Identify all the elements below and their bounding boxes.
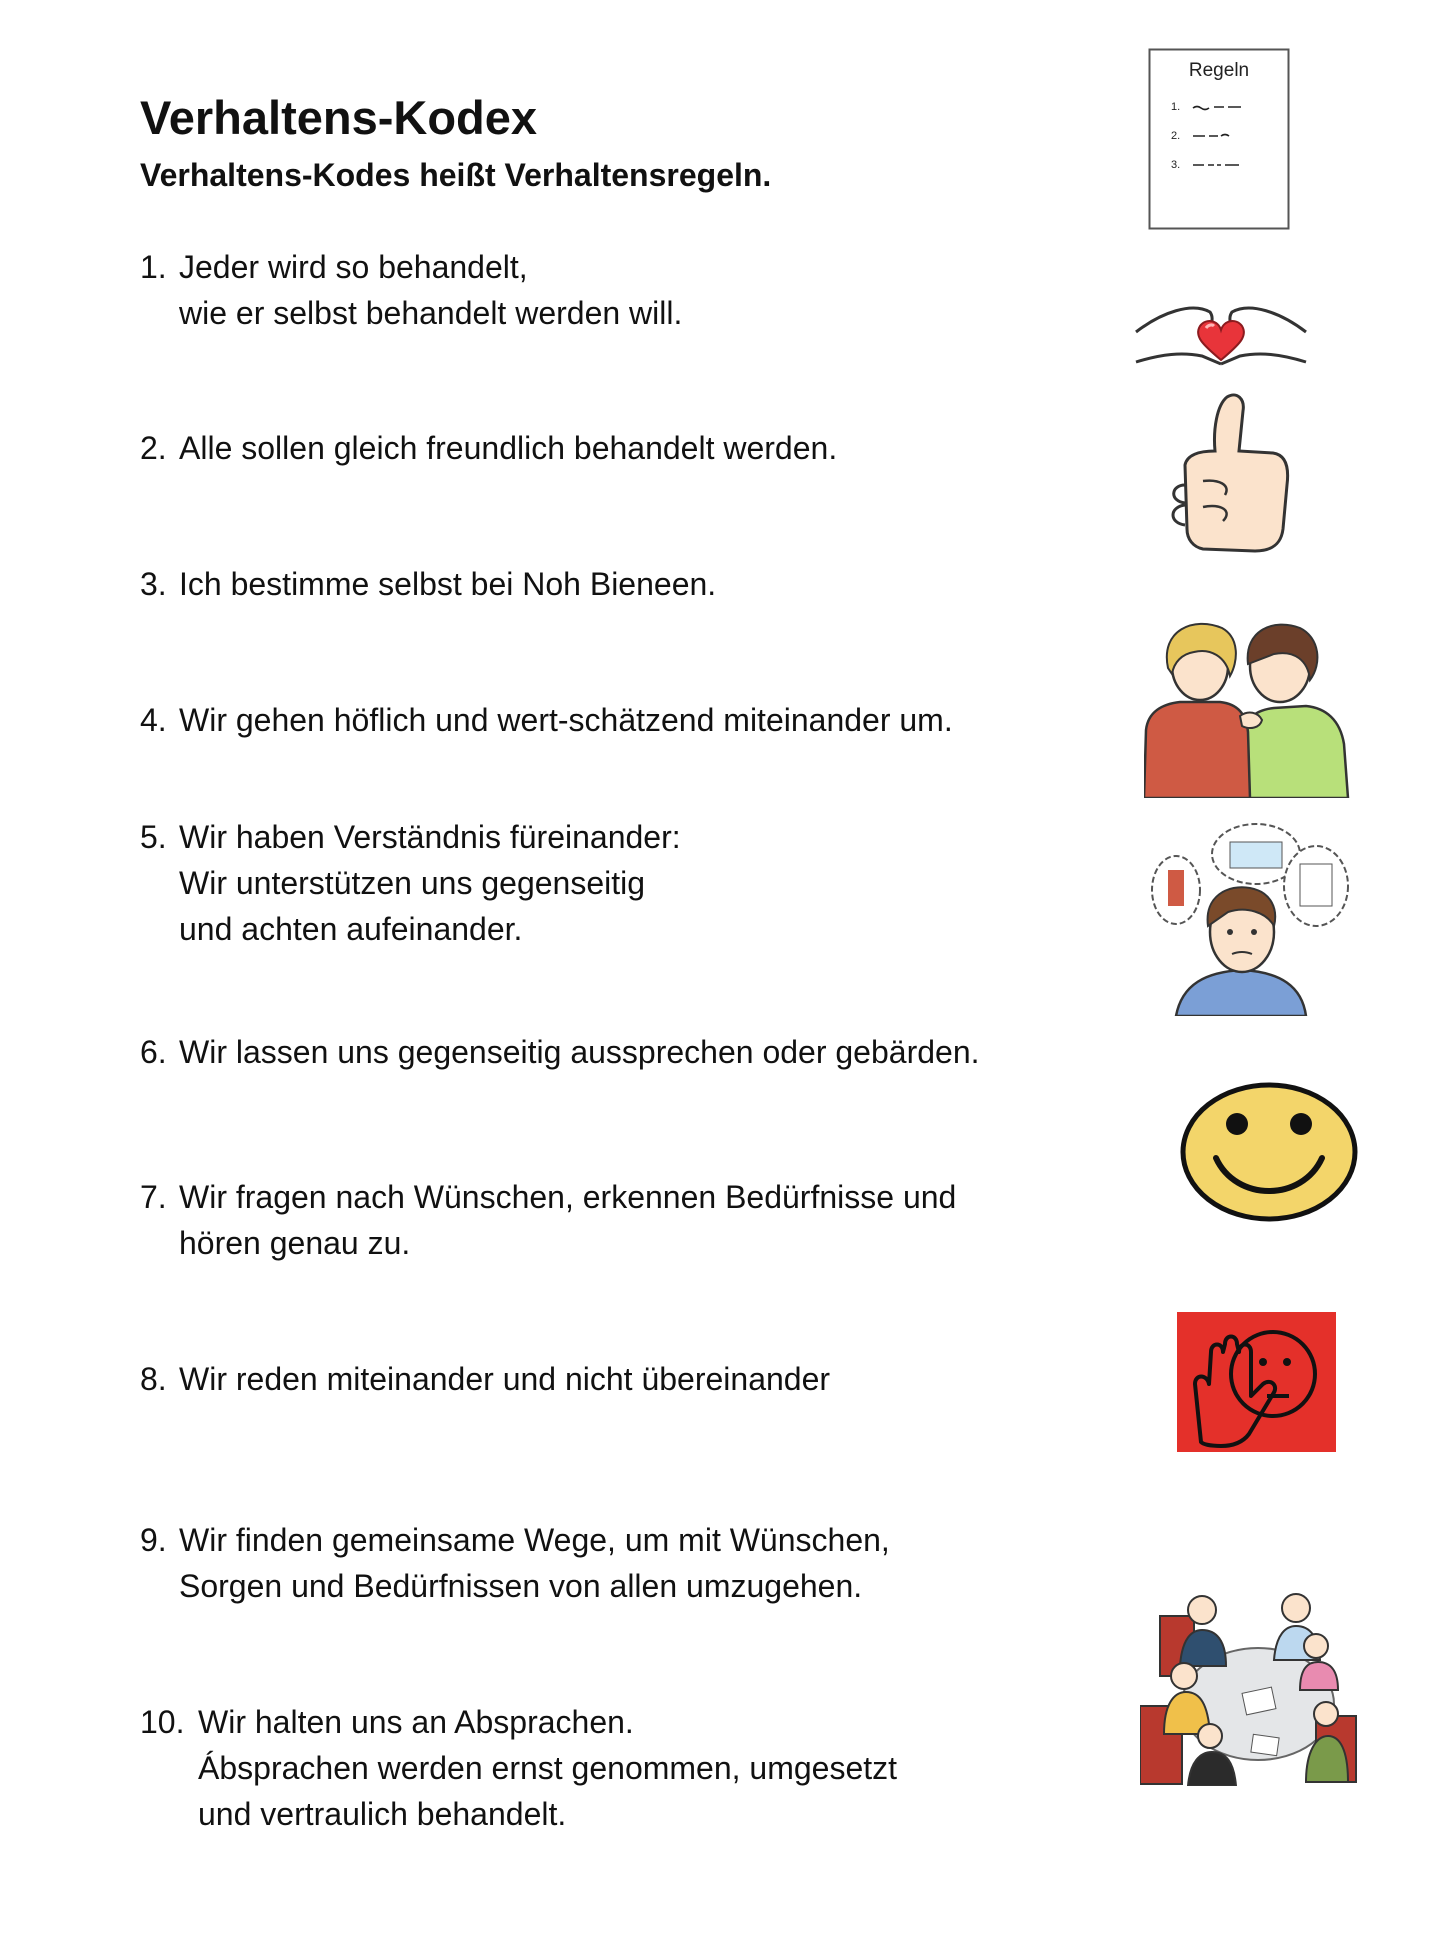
heart-hands-icon bbox=[1132, 292, 1310, 372]
rule-item-4 bbox=[140, 697, 953, 743]
rule-item-2 bbox=[140, 425, 837, 471]
thinking-person-icon bbox=[1146, 820, 1350, 1016]
stop-hand-icon bbox=[1177, 1312, 1336, 1452]
rule-item-7 bbox=[140, 1174, 956, 1266]
rule-number: 2. bbox=[140, 430, 167, 466]
rule-item-3 bbox=[140, 561, 716, 607]
rule-line: Wir halten uns an Absprachen. bbox=[198, 1704, 634, 1740]
rule-line: Sorgen und Bedürfnissen von allen umzugehen. bbox=[179, 1568, 863, 1604]
rule-item-10 bbox=[140, 1699, 897, 1837]
comforting-people-icon bbox=[1144, 620, 1354, 798]
rule-number: 3. bbox=[140, 566, 167, 602]
meeting-table-icon bbox=[1140, 1586, 1362, 1786]
rule-line: hören genau zu. bbox=[179, 1225, 411, 1261]
rule-line: Ábsprachen werden ernst genommen, umgesetzt bbox=[198, 1750, 898, 1786]
rules-document-icon bbox=[1148, 48, 1290, 230]
rule-line: Wir haben Verständnis füreinander: bbox=[179, 819, 681, 855]
rule-item-6 bbox=[140, 1029, 980, 1075]
rule-line: wie er selbst behandelt werden will. bbox=[179, 295, 683, 331]
rule-line: Wir lassen uns gegenseitig aussprechen oder gebärden. bbox=[179, 1034, 980, 1070]
rule-number: 1. bbox=[140, 249, 167, 285]
rule-item-1 bbox=[140, 244, 682, 336]
rule-number: 6. bbox=[140, 1034, 167, 1070]
rule-number: 7. bbox=[140, 1179, 167, 1215]
svg-text:1.: 1. bbox=[1171, 101, 1181, 113]
rule-line: Ich bestimme selbst bei Noh Bieneen. bbox=[179, 566, 717, 602]
rule-line: Wir reden miteinander und nicht übereinander bbox=[179, 1361, 831, 1397]
rule-number: 4. bbox=[140, 702, 167, 738]
rule-line: Wir unterstützen uns gegenseitig bbox=[179, 865, 646, 901]
rule-number: 9. bbox=[140, 1522, 167, 1558]
rules-document-label: Regeln bbox=[1188, 60, 1250, 81]
rule-item-8 bbox=[140, 1356, 830, 1402]
rule-line: Wir gehen höflich und wert-schätzend miteinander um. bbox=[179, 702, 953, 738]
page-title: Verhaltens-Kodex bbox=[140, 91, 538, 144]
rule-line: und achten aufeinander. bbox=[179, 911, 523, 947]
rule-line: Wir finden gemeinsame Wege, um mit Wünschen, bbox=[179, 1522, 890, 1558]
smiley-face-icon bbox=[1180, 1082, 1358, 1222]
svg-text:2.: 2. bbox=[1171, 130, 1181, 142]
rule-number: 8. bbox=[140, 1361, 167, 1397]
thumbs-up-icon bbox=[1163, 389, 1299, 555]
svg-text:3.: 3. bbox=[1171, 159, 1181, 171]
rule-item-5 bbox=[140, 814, 681, 952]
rule-number: 10. bbox=[140, 1704, 185, 1740]
rule-line: Alle sollen gleich freundlich behandelt werden. bbox=[179, 430, 838, 466]
rule-line: und vertraulich behandelt. bbox=[198, 1796, 567, 1832]
rule-line: Jeder wird so behandelt, bbox=[179, 249, 528, 285]
page-subtitle: Verhaltens-Kodes heißt Verhaltensregeln. bbox=[140, 157, 772, 193]
rule-item-9 bbox=[140, 1517, 890, 1609]
rule-line: Wir fragen nach Wünschen, erkennen Bedürfnisse und bbox=[179, 1179, 957, 1215]
rule-number: 5. bbox=[140, 819, 167, 855]
